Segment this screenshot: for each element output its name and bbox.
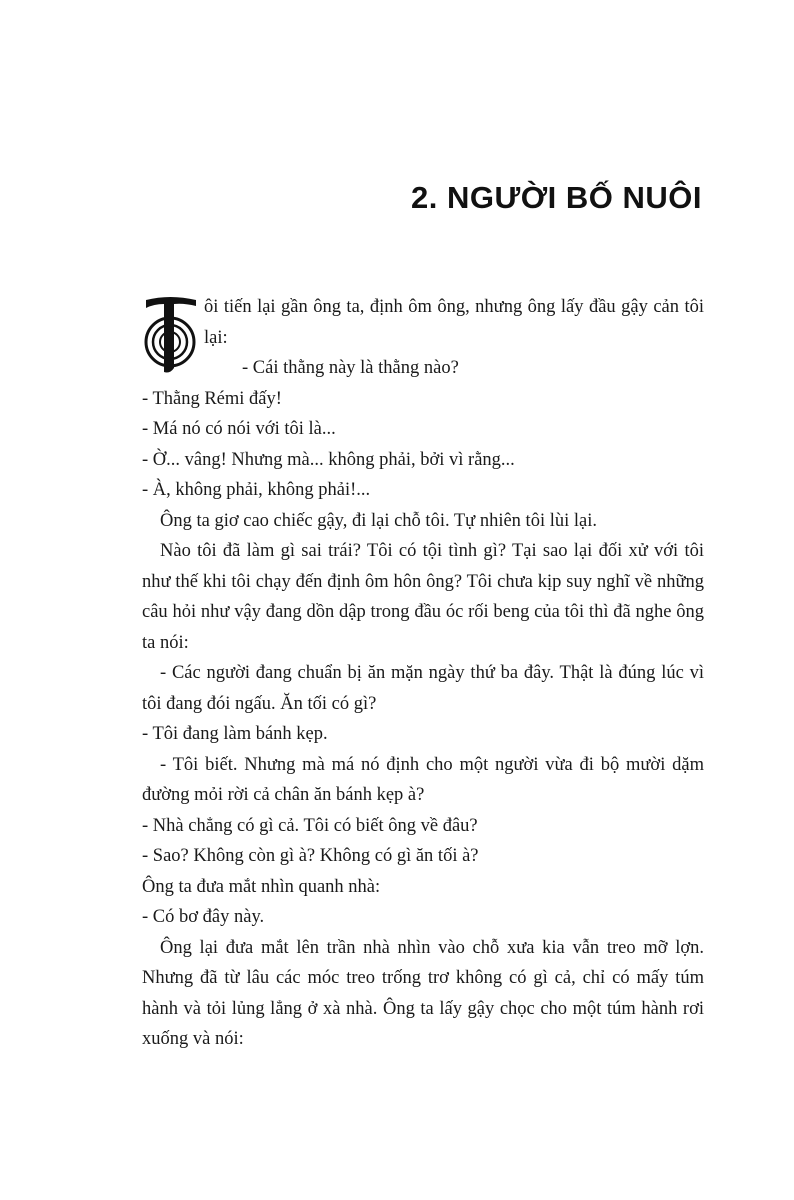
body-text [142,292,704,1055]
dialog-line: - Tôi đang làm bánh kẹp. [142,724,328,744]
dialog-line: - Có bơ đây này. [142,907,265,927]
dialog-line: - Tôi biết. Nhưng mà má nó định cho một người vừa đi bộ mười dặm đường mỏi rời cả chân ăn bánh kẹp à? [142,754,704,805]
paragraph: Ông ta đưa mắt nhìn quanh nhà: [142,876,381,897]
paragraph-1: ôi tiến lại gần ông ta, định ôm ông, nhưng ông lấy đầu gậy cản tôi lại: [204,297,704,348]
dialog-line: - Ờ... vâng! Nhưng mà... không phải, bởi vì rằng... [142,449,515,470]
dialog-line: - Sao? Không còn gì à? Không có gì ăn tối à? [142,846,479,866]
dialog-line: - À, không phải, không phải!... [142,480,371,500]
drop-cap [140,294,200,378]
paragraph: Ông lại đưa mắt lên trần nhà nhìn vào chỗ xưa kia vẫn treo mỡ lợn. Nhưng đã từ lâu các móc treo trống trơ không có gì cả, chỉ có mấy túm hành và tỏi lủng lẳng ở xà nhà. Ông ta lấy gậy chọc cho một túm hành rơi xuống và nói: [142,937,704,1049]
dialog-line: - Thằng Rémi đấy! [142,388,282,409]
paragraph: Ông ta giơ cao chiếc gậy, đi lại chỗ tôi. Tự nhiên tôi lùi lại. [160,510,597,531]
dialog-line: - Nhà chẳng có gì cả. Tôi có biết ông về đâu? [142,815,478,836]
dialog-line: - Các người đang chuẩn bị ăn mặn ngày thứ ba đây. Thật là đúng lúc vì tôi đang đói ngấu. Ăn tối có gì? [142,663,704,714]
drop-cap-ornament-icon [140,294,200,378]
dialog-line: - Má nó có nói với tôi là... [142,419,336,439]
paragraph: Nào tôi đã làm gì sai trái? Tôi có tội tình gì? Tại sao lại đối xử với tôi như thế khi tôi chạy đến định ôm hôn ông? Tôi chưa kịp suy nghĩ về những câu hỏi như vậy đang dồn dập trong đầu óc rối beng của tôi thì đã nghe ông ta nói: [142,541,704,653]
chapter-title: 2. NGƯỜI BỐ NUÔI [411,180,702,215]
dialog-line: - Cái thằng này là thằng nào? [242,358,459,378]
